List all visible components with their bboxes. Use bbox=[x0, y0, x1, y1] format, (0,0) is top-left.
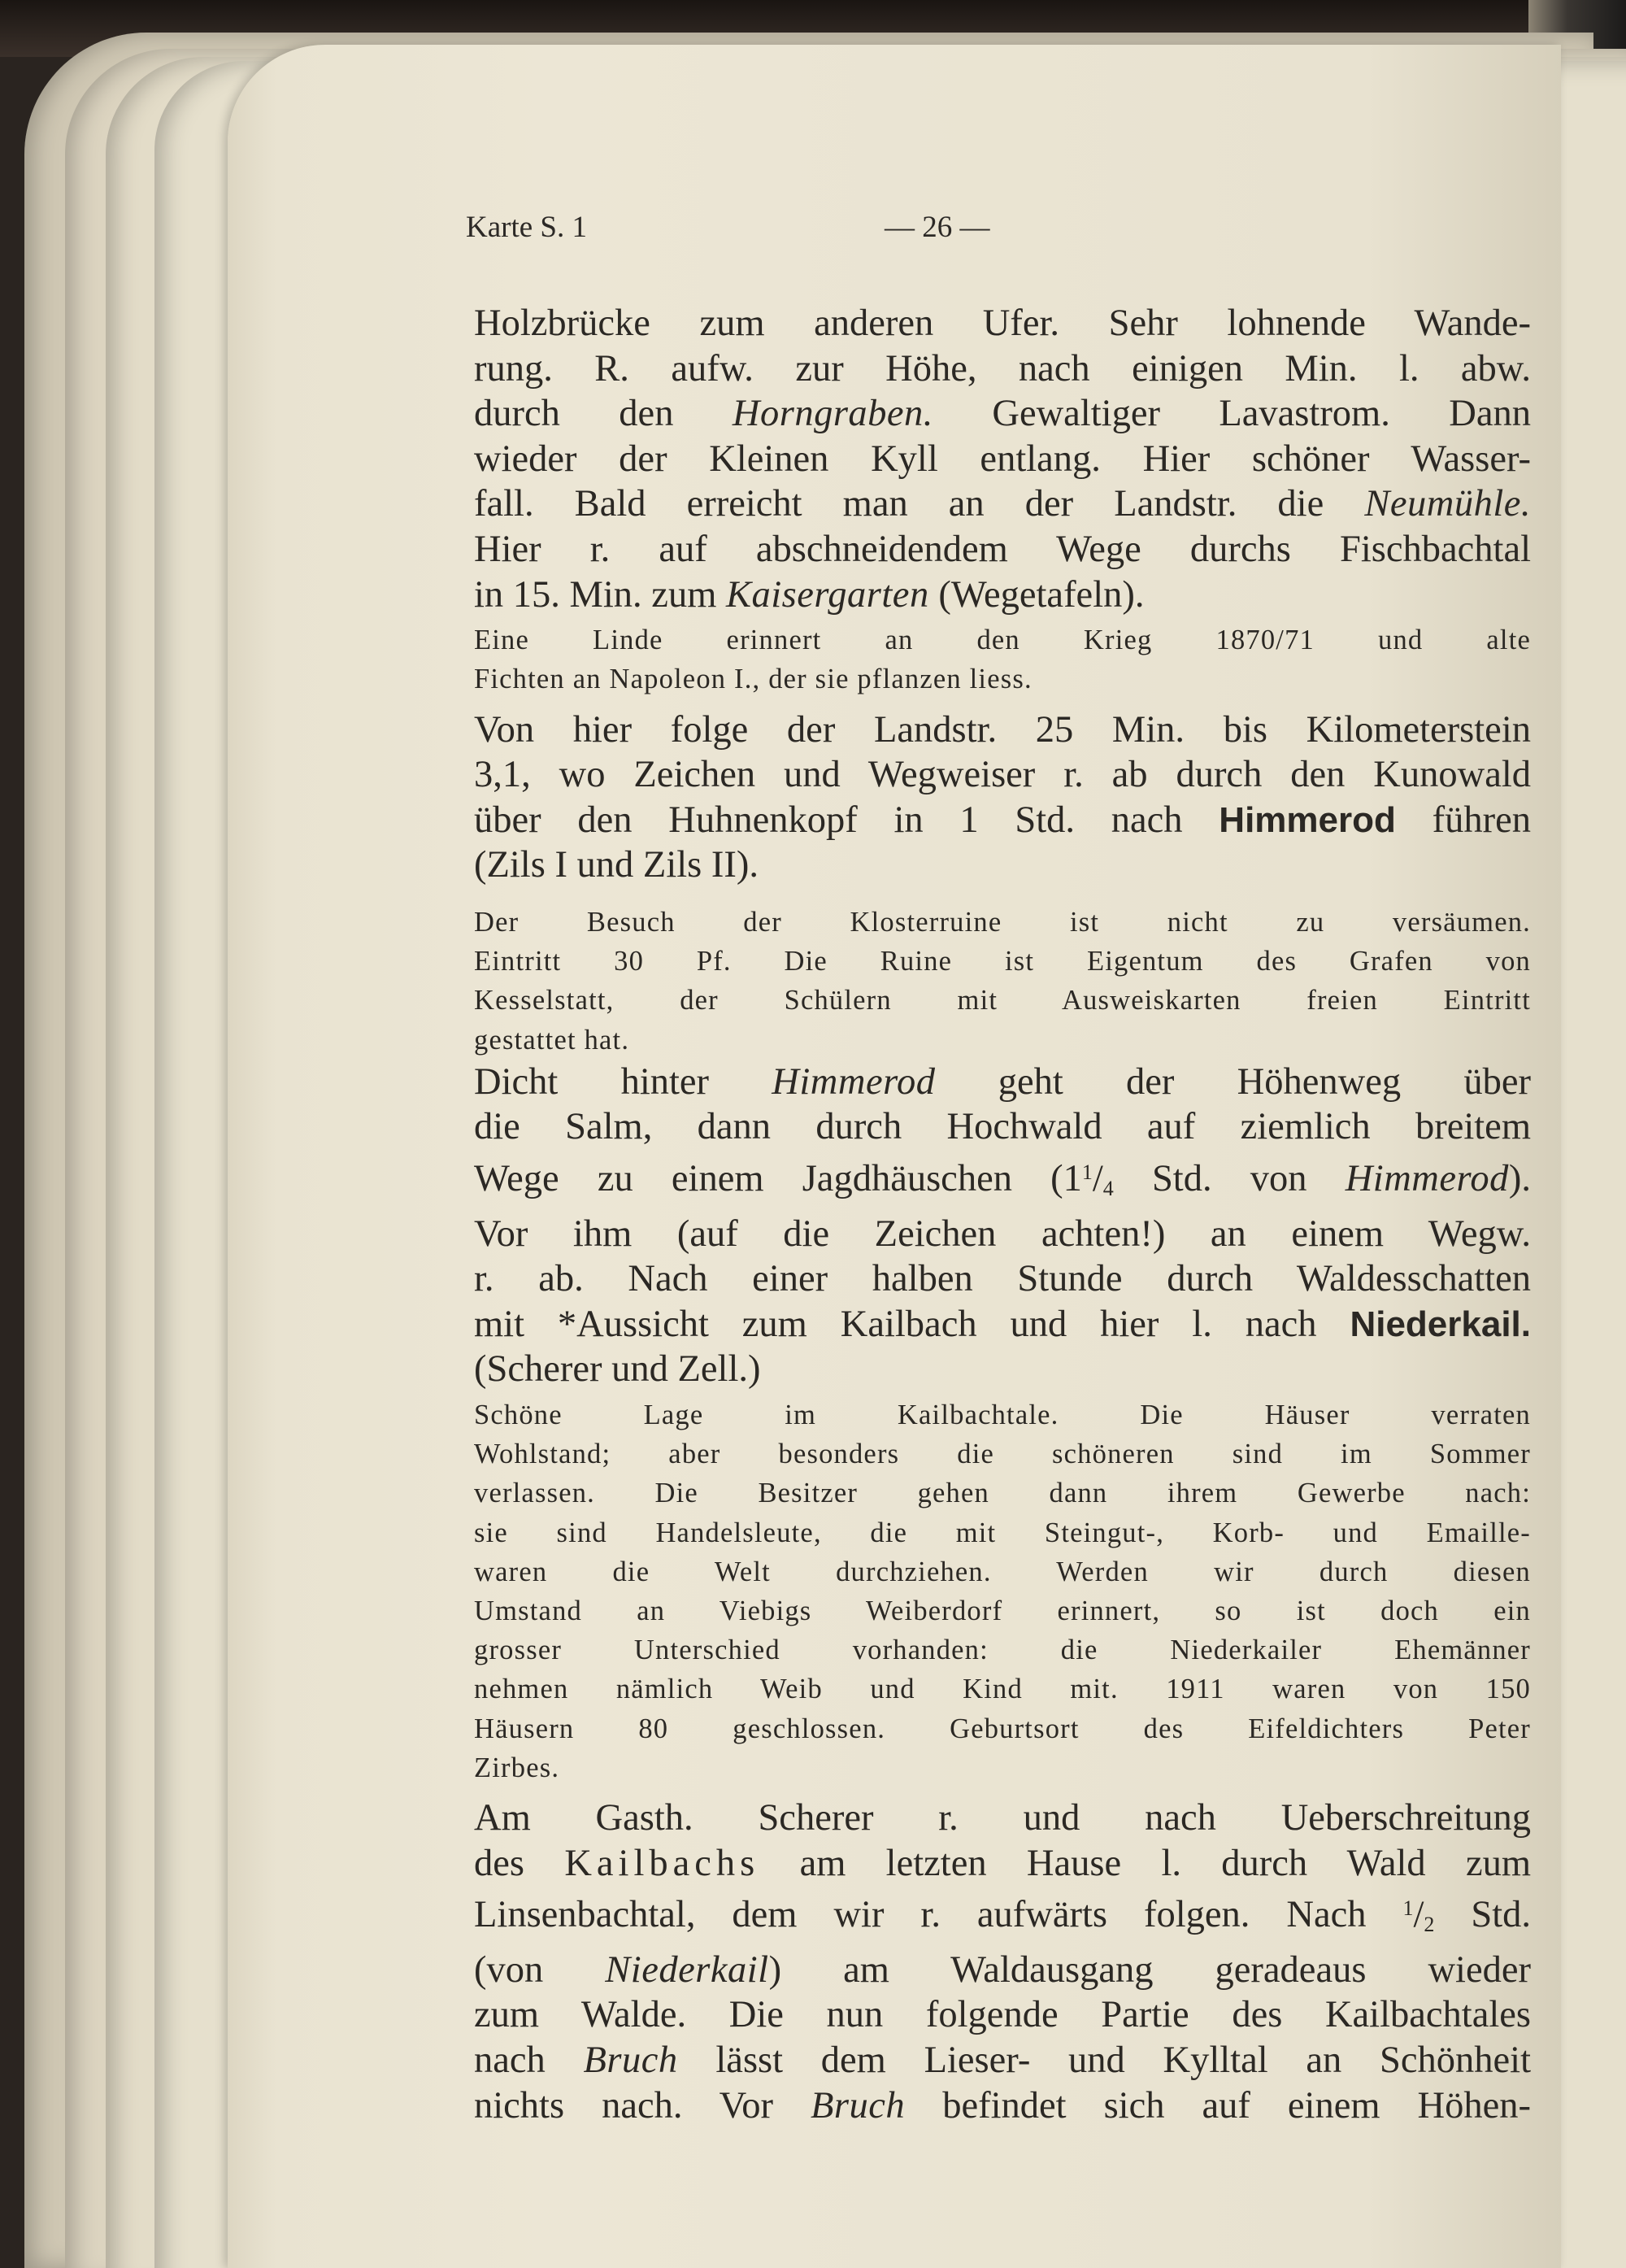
note-line: Eine Linde erinnert an den Krieg 1870/71 und alte bbox=[474, 625, 1531, 656]
text-line: Dicht hinter Himmerod geht der Höhenweg über bbox=[474, 1060, 1531, 1103]
note-line: gestattet hat. bbox=[474, 1024, 630, 1056]
text-line: nach Bruch lässt dem Lieser- und Kylltal an Schönheit bbox=[474, 2039, 1531, 2081]
text-line: in 15. Min. zum Kaisergarten (Wegetafeln). bbox=[474, 573, 1145, 616]
page-body bbox=[474, 301, 1531, 2128]
text-line: fall. Bald erreicht man an der Landstr. die Neumühle. bbox=[474, 483, 1531, 525]
map-reference: Karte S. 1 bbox=[466, 211, 587, 244]
page-number: — 26 — bbox=[885, 211, 990, 244]
note-line: Zirbes. bbox=[474, 1752, 560, 1783]
note-line: waren die Welt durchziehen. Werden wir durch diesen bbox=[474, 1556, 1531, 1587]
note-line: Umstand an Viebigs Weiberdorf erinnert, so ist doch ein bbox=[474, 1595, 1531, 1626]
place-name: Bruch bbox=[811, 2084, 906, 2127]
note-line: Der Besuch der Klosterruine ist nicht zu versäumen. bbox=[474, 906, 1531, 938]
text-line: Linsenbachtal, dem wir r. aufwärts folgen. Nach $^1/_2$ Std. bbox=[474, 1894, 1532, 1937]
text-line: Vor ihm (auf die Zeichen achten!) an einem Wegw. bbox=[474, 1212, 1531, 1255]
destination-name: Niederkail. bbox=[1350, 1304, 1531, 1344]
place-name: Himmerod bbox=[1345, 1157, 1509, 1199]
text-line: (Scherer und Zell.) bbox=[474, 1348, 761, 1391]
place-name: Himmerod bbox=[772, 1060, 936, 1103]
text-line: (von Niederkail) am Waldausgang geradeaus wieder bbox=[474, 1948, 1531, 1991]
text-line: Wege zu einem Jagdhäuschen ($1^1/_4$ Std. von Himmerod). bbox=[474, 1157, 1531, 1200]
text-line: Hier r. auf abschneidendem Wege durchs Fischbachtal bbox=[474, 528, 1531, 570]
fraction-numerator: 1 bbox=[1081, 1160, 1093, 1184]
text-line: Von hier folge der Landstr. 25 Min. bis Kilometerstein bbox=[474, 708, 1531, 751]
text-line: über den Huhnenkopf in 1 Std. nach Himmerod führen bbox=[474, 799, 1531, 841]
fraction-denominator: 4 bbox=[1102, 1176, 1114, 1200]
note-line: verlassen. Die Besitzer gehen dann ihrem Gewerbe nach: bbox=[474, 1478, 1531, 1509]
note-line: Eintritt 30 Pf. Die Ruine ist Eigentum des Grafen von bbox=[474, 946, 1531, 977]
text-line: mit *Aussicht zum Kailbach und hier l. nach Niederkail. bbox=[474, 1303, 1531, 1345]
note-line: nehmen nämlich Weib und Kind mit. 1911 waren von 150 bbox=[474, 1674, 1531, 1705]
text-line: die Salm, dann durch Hochwald auf ziemlich breitem bbox=[474, 1106, 1531, 1148]
text-line: Holzbrücke zum anderen Ufer. Sehr lohnende Wande- bbox=[474, 303, 1531, 344]
place-name: Neumühle. bbox=[1364, 483, 1531, 525]
text-line: 3,1, wo Zeichen und Wegweiser r. ab durch den Kunowald bbox=[474, 754, 1531, 796]
text-line: (Zils I und Zils II). bbox=[474, 844, 759, 886]
spaced-name: Kailbachs bbox=[564, 1842, 760, 1884]
fraction-denominator: 2 bbox=[1424, 1913, 1435, 1937]
note-line: grosser Unterschied vorhanden: die Niederkailer Ehemänner bbox=[474, 1635, 1531, 1666]
note-line: Fichten an Napoleon I., der sie pflanzen liess. bbox=[474, 664, 1033, 695]
destination-name: Himmerod bbox=[1219, 799, 1396, 840]
text-line: nichts nach. Vor Bruch befindet sich auf einem Höhen- bbox=[474, 2084, 1531, 2127]
text-line: des Kailbachs am letzten Hause l. durch Wald zum bbox=[474, 1842, 1531, 1884]
text-line: Am Gasth. Scherer r. und nach Ueberschreitung bbox=[474, 1796, 1531, 1839]
text-line: zum Walde. Die nun folgende Partie des Kailbachtales bbox=[474, 1994, 1531, 2036]
note-line: Schöne Lage im Kailbachtale. Die Häuser verraten bbox=[474, 1399, 1531, 1430]
text-line: wieder der Kleinen Kyll entlang. Hier schöner Wasser- bbox=[474, 437, 1531, 480]
note-line: Wohlstand; aber besonders die schöneren sind im Sommer bbox=[474, 1439, 1531, 1470]
place-name: Horngraben. bbox=[732, 393, 933, 435]
text-line: rung. R. aufw. zur Höhe, nach einigen Min. l. abw. bbox=[474, 347, 1531, 390]
note-line: Häusern 80 geschlossen. Geburtsort des Eifeldichters Peter bbox=[474, 1713, 1531, 1744]
fraction-numerator: 1 bbox=[1402, 1896, 1414, 1921]
place-name: Bruch bbox=[583, 2039, 678, 2081]
place-name: Kaisergarten bbox=[726, 573, 929, 616]
place-name: Niederkail bbox=[605, 1948, 769, 1991]
note-line: Kesselstatt, der Schülern mit Ausweiskarten freien Eintritt bbox=[474, 985, 1531, 1016]
note-line: sie sind Handelsleute, die mit Steingut-, Korb- und Emaille- bbox=[474, 1517, 1531, 1548]
text-line: r. ab. Nach einer halben Stunde durch Waldesschatten bbox=[474, 1258, 1531, 1300]
text-line: durch den Horngraben. Gewaltiger Lavastrom. Dann bbox=[474, 393, 1531, 435]
running-header bbox=[0, 210, 1626, 259]
